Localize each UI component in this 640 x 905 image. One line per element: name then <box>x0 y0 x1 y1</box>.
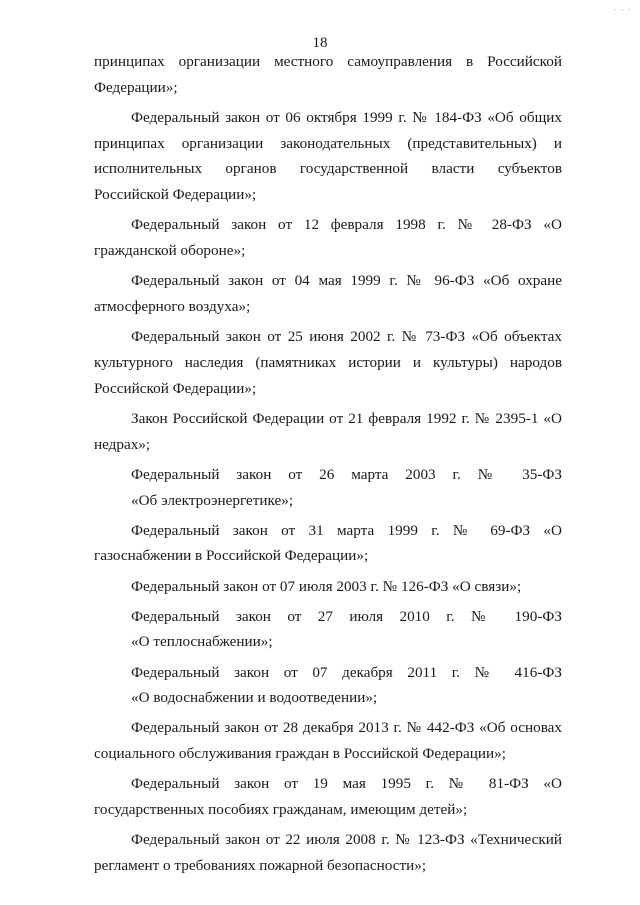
paragraph-law-69fz: Федеральный закон от 31 марта 1999 г. № 69-ФЗ «О газоснабжении в Российской Федерации»; <box>94 521 562 565</box>
paragraph-local-government-tail: принципах организации местного самоуправления в Российской Федерации»; <box>94 53 562 96</box>
paragraph-law-2395-1: Закон Российской Федерации от 21 февраля 1992 г. № 2395-1 «О недрах»; <box>94 409 562 453</box>
paragraph-law-416fz-line-1: Федеральный закон от 07 декабря 2011 г. № 416-ФЗ <box>131 663 562 681</box>
paragraph-law-190fz <box>94 604 562 656</box>
paragraph-law-28fz: Федеральный закон от 12 февраля 1998 г. № 28-ФЗ «О гражданской обороне»; <box>94 216 562 260</box>
document-body <box>94 49 562 883</box>
page-number: 18 <box>312 35 328 51</box>
paragraph-law-35fz-line-2: «Об электроэнергетике»; <box>131 491 294 509</box>
paragraph-law-35fz <box>94 462 562 514</box>
paragraph-law-126fz: Федеральный закон от 07 июля 2003 г. № 126-ФЗ «О связи»; <box>131 577 522 595</box>
paragraph-law-190fz-line-2: «О теплоснабжении»; <box>131 633 273 651</box>
paragraph-law-81fz: Федеральный закон от 19 мая 1995 г. № 81-ФЗ «О государственных пособиях гражданам, имеющим детей»; <box>94 775 562 819</box>
paragraph-law-416fz-line-2: «О водоснабжении и водоотведении»; <box>131 689 378 707</box>
paragraph-law-96fz: Федеральный закон от 04 мая 1999 г. № 96-ФЗ «Об охране атмосферного воздуха»; <box>94 272 562 316</box>
paragraph-law-184fz: Федеральный закон от 06 октября 1999 г. № 184-ФЗ «Об общих принципах организации законодательных (представительных) и исполнительных органов государственной власти субъектов Российской Федерации»; <box>94 108 562 204</box>
paragraph-law-190fz-line-1: Федеральный закон от 27 июля 2010 г. № 190-ФЗ <box>131 607 562 625</box>
paragraph-law-73fz: Федеральный закон от 25 июня 2002 г. № 73-ФЗ «Об объектах культурного наследия (памятниках истории и культуры) народов Российской Федерации»; <box>94 328 562 397</box>
scan-corner-mark: - - - <box>613 4 632 14</box>
paragraph-law-416fz <box>94 660 562 712</box>
paragraph-law-123fz: Федеральный закон от 22 июля 2008 г. № 123-ФЗ «Технический регламент о требованиях пожарной безопасности»; <box>94 831 562 874</box>
paragraph-law-35fz-line-1: Федеральный закон от 26 марта 2003 г. № 35-ФЗ <box>131 465 562 483</box>
paragraph-law-442fz: Федеральный закон от 28 декабря 2013 г. № 442-ФЗ «Об основах социального обслуживания граждан в Российской Федерации»; <box>94 719 562 763</box>
